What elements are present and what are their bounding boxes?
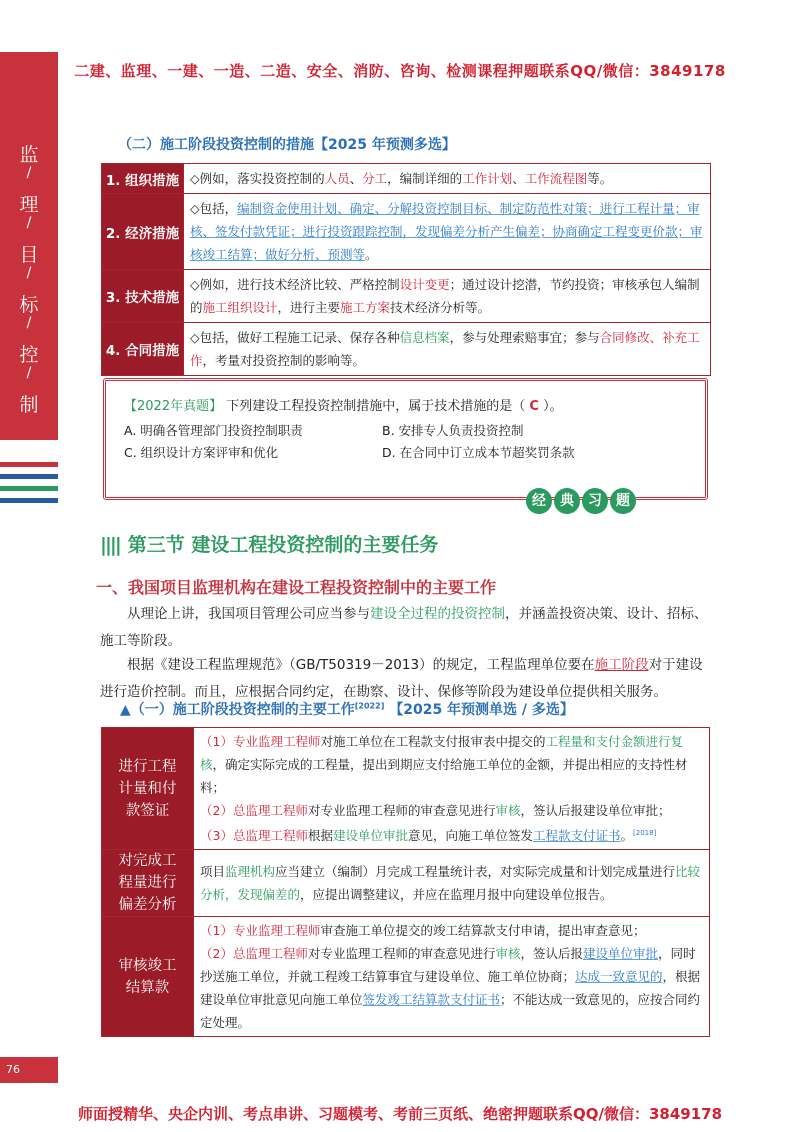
text-run: 从理论上讲，我国项目管理公司应当参与 [127, 606, 370, 622]
text-run: 审核 [495, 803, 521, 818]
section-title-measures: （二）施工阶段投资控制的措施【2025 年预测多选】 [118, 137, 456, 153]
task-label-text: 进行工程计量和付款签证 [118, 758, 177, 819]
text-run: 对专业监理工程师的审查意见进行 [307, 946, 496, 962]
side-tab-char: 制 [19, 394, 39, 416]
side-stripe [0, 474, 58, 479]
text-run: ，参与处理索赔事宜；参与 [449, 330, 600, 345]
exam-question-end: ）。 [543, 399, 563, 414]
text-run: ◇包括，做好工程施工记录、保存各种 [190, 330, 400, 345]
measure-row [102, 270, 711, 323]
side-stripe [0, 498, 58, 503]
badge-char: 习 [582, 488, 608, 514]
side-tab-divider: / [26, 165, 32, 181]
text-run: （2） [200, 803, 233, 818]
text-run: 技术经济分析等。 [390, 300, 491, 315]
text-run: 项目 [200, 864, 226, 880]
side-tab-char: 目 [19, 244, 39, 266]
text-run: ；不能达成一致意见的，应按合同约定处理。 [200, 992, 701, 1031]
text-run: ，确定实际完成的工程量，提出到期应支付给施工单位的金额，并提出相应的支持性材料； [200, 757, 688, 795]
exam-option-d: D. 在合同中订立成本节超奖罚条款 [382, 445, 575, 460]
text-run: ，应提出调整建议，并应在监理月报中向建设单位报告。 [300, 887, 613, 903]
measure-row [102, 323, 711, 376]
exam-source: 【2022年真题】 [124, 399, 223, 414]
text-run: 施工组织设计 [202, 300, 278, 315]
text-run: ，签认后报 [520, 946, 584, 962]
text-run: 比较分析，发现偏差的 [200, 864, 701, 903]
task-row [102, 917, 710, 1037]
subsection-title [120, 699, 574, 719]
text-run: 监理机构 [225, 864, 276, 880]
badge-char: 经 [526, 488, 552, 514]
text-run: 设计变更 [399, 277, 450, 292]
section-heading [100, 530, 438, 557]
measure-content [184, 164, 711, 194]
text-run: ，编制详细的 [387, 171, 463, 186]
measure-row [102, 194, 711, 270]
text-run: 签发竣工结算款支付证书 [362, 992, 501, 1008]
task-row [102, 850, 710, 917]
side-stripe [0, 486, 58, 491]
side-tab-char: 理 [19, 194, 39, 216]
side-tab-char: 控 [19, 344, 39, 366]
text-run: 根据《建设工程监理规范》（GB/T50319－2013）的规定，工程监理单位要在 [127, 657, 595, 673]
footer-banner: 师面授精华、央企内训、考点串讲、习题模考、考前三页纸、绝密押题联系QQ/微信：3849178 [77, 1105, 723, 1123]
heading-1: 一、我国项目监理机构在建设工程投资控制中的主要工作 [96, 578, 497, 597]
text-run: 工作计划 [462, 171, 513, 186]
exam-option-a: A. 明确各管理部门投资控制职责 [124, 423, 303, 438]
measure-content [184, 194, 711, 270]
text-run: ◇例如，落实投资控制的 [190, 171, 325, 186]
text-run: （1） [200, 923, 233, 939]
text-run: 应当建立（编制）月完成工程量统计表，对实际完成量和计划完成量进行 [275, 864, 676, 880]
text-run: 。 [365, 247, 378, 262]
text-run: 施工方案 [340, 300, 391, 315]
exam-answer: C [529, 399, 539, 414]
text-run: 对于建设进行造价控制。而且，应根据合同约定，在勘察、设计、保修等阶段为建设单位提供相关服务。 [100, 657, 703, 700]
text-run: 建设全过程的投资控制 [370, 606, 505, 622]
text-run: ◇包括， [190, 201, 238, 216]
text-run: 合同修改、补充工作 [190, 330, 700, 368]
exam-option-b: B. 安排专人负责投资控制 [382, 423, 524, 438]
measure-row [102, 164, 711, 194]
badge-char: 题 [610, 488, 636, 514]
text-run: 工程量和支付金额进行复核 [200, 734, 683, 772]
text-run: 。 [620, 828, 634, 844]
paragraph-1 [100, 601, 710, 655]
text-run: ，并涵盖投资决策、设计、招标、施工等阶段。 [100, 606, 708, 649]
text-run: 工作流程图 [524, 171, 588, 186]
exam-question-text: 下列建设工程投资控制措施中，属于技术措施的是（ [226, 399, 526, 414]
text-run: ◇例如，进行技术经济比较、严格控制 [190, 277, 400, 292]
side-stripe [0, 462, 58, 467]
text-run: 总监理工程师 [232, 946, 308, 962]
text-run: 达成一致意见的 [575, 969, 663, 985]
task-label [102, 850, 194, 917]
text-run: 审查施工单位提交的竣工结算款支付申请，提出审查意见； [320, 923, 646, 939]
task-row [102, 728, 710, 850]
text-run: ；通过设计挖潜，节约投资；审核承包人编制的 [190, 277, 700, 315]
measure-label: 4. 合同措施 [102, 323, 184, 376]
measures-table [101, 163, 711, 376]
task-label-text: 审核竣工结算款 [118, 957, 177, 996]
side-tab-char: 监 [19, 144, 39, 166]
exam-option-c: C. 组织设计方案评审和优化 [124, 445, 279, 460]
text-run: 建设单位审批 [332, 828, 408, 844]
text-run: ，进行主要 [277, 300, 341, 315]
task-content [194, 728, 710, 850]
text-run: 编制资金使用计划、确定、分解投资控制目标、制定防范性对策；进行工程计量；审核、签发付款凭证；进行投资跟踪控制，发现偏差分析产生偏差；协商确定工程变更价款；审核竣工结算；做好分析、预测等 [190, 201, 703, 262]
text-run: ，签认后报建设单位审批； [520, 803, 671, 818]
side-tab-char: 标 [19, 294, 39, 316]
text-run: 意见，向施工单位签发 [408, 828, 534, 844]
side-tab-divider: / [26, 215, 32, 231]
side-chapter-tab [0, 52, 58, 440]
subsection-prefix: ▲（一）施工阶段投资控制的主要工作 [120, 702, 355, 718]
badge-char: 典 [554, 488, 580, 514]
measure-label: 2. 经济措施 [102, 194, 184, 270]
text-run: ，考量对投资控制的影响等。 [202, 353, 366, 368]
text-run: 专业监理工程师 [232, 923, 321, 939]
exam-question [124, 396, 696, 464]
text-run: 总监理工程师 [232, 803, 308, 818]
text-run: ，同时抄送施工单位，并就工程竣工结算事宜与建设单位、施工单位协商； [200, 946, 696, 985]
task-content [194, 850, 710, 917]
task-label [102, 917, 194, 1037]
paragraph-2 [100, 652, 710, 706]
measure-label: 3. 技术措施 [102, 270, 184, 323]
measure-content [184, 270, 711, 323]
subsection-year: [2022] [354, 701, 385, 711]
text-run: 审核 [495, 946, 521, 962]
subsection-suffix: 【2025 年预测单选 / 多选】 [389, 702, 574, 718]
text-run: 施工阶段 [594, 657, 649, 673]
side-tab-divider: / [26, 365, 32, 381]
text-run: [2018] [633, 829, 657, 837]
measure-content [184, 323, 711, 376]
text-run: 人员 [324, 171, 350, 186]
text-run: 、 [349, 171, 363, 186]
text-run: （3） [200, 828, 233, 844]
text-run: 信息档案 [399, 330, 450, 345]
task-label-text: 对完成工程量进行偏差分析 [118, 853, 177, 914]
text-run: 分工 [362, 171, 388, 186]
text-run: 对专业监理工程师的审查意见进行 [307, 803, 496, 818]
section-bars: |||| [100, 534, 120, 556]
text-run: （2） [200, 946, 233, 962]
text-run: ，根据建设单位审批意见向施工单位 [200, 969, 701, 1008]
section-heading-text: 第三节 建设工程投资控制的主要任务 [127, 534, 439, 556]
text-run: 对施工单位在工程款支付报审表中提交的 [320, 734, 546, 749]
side-tab-divider: / [26, 315, 32, 331]
task-content [194, 917, 710, 1037]
text-run: 、 [512, 171, 525, 186]
header-banner: 二建、监理、一建、一造、二造、安全、消防、咨询、检测课程押题联系QQ/微信：3849178 [74, 62, 726, 80]
text-run: 根据 [307, 828, 333, 844]
text-run: 总监理工程师 [232, 828, 308, 844]
measure-label: 1. 组织措施 [102, 164, 184, 194]
side-tab-divider: / [26, 265, 32, 281]
text-run: 等。 [587, 171, 613, 186]
task-label [102, 728, 194, 850]
text-run: （1） [200, 734, 233, 749]
text-run: 工程款支付证书 [533, 828, 621, 844]
text-run: 专业监理工程师 [232, 734, 321, 749]
text-run: 建设单位审批 [583, 946, 659, 962]
page-number: 76 [0, 1057, 58, 1083]
tasks-table [101, 727, 710, 1037]
